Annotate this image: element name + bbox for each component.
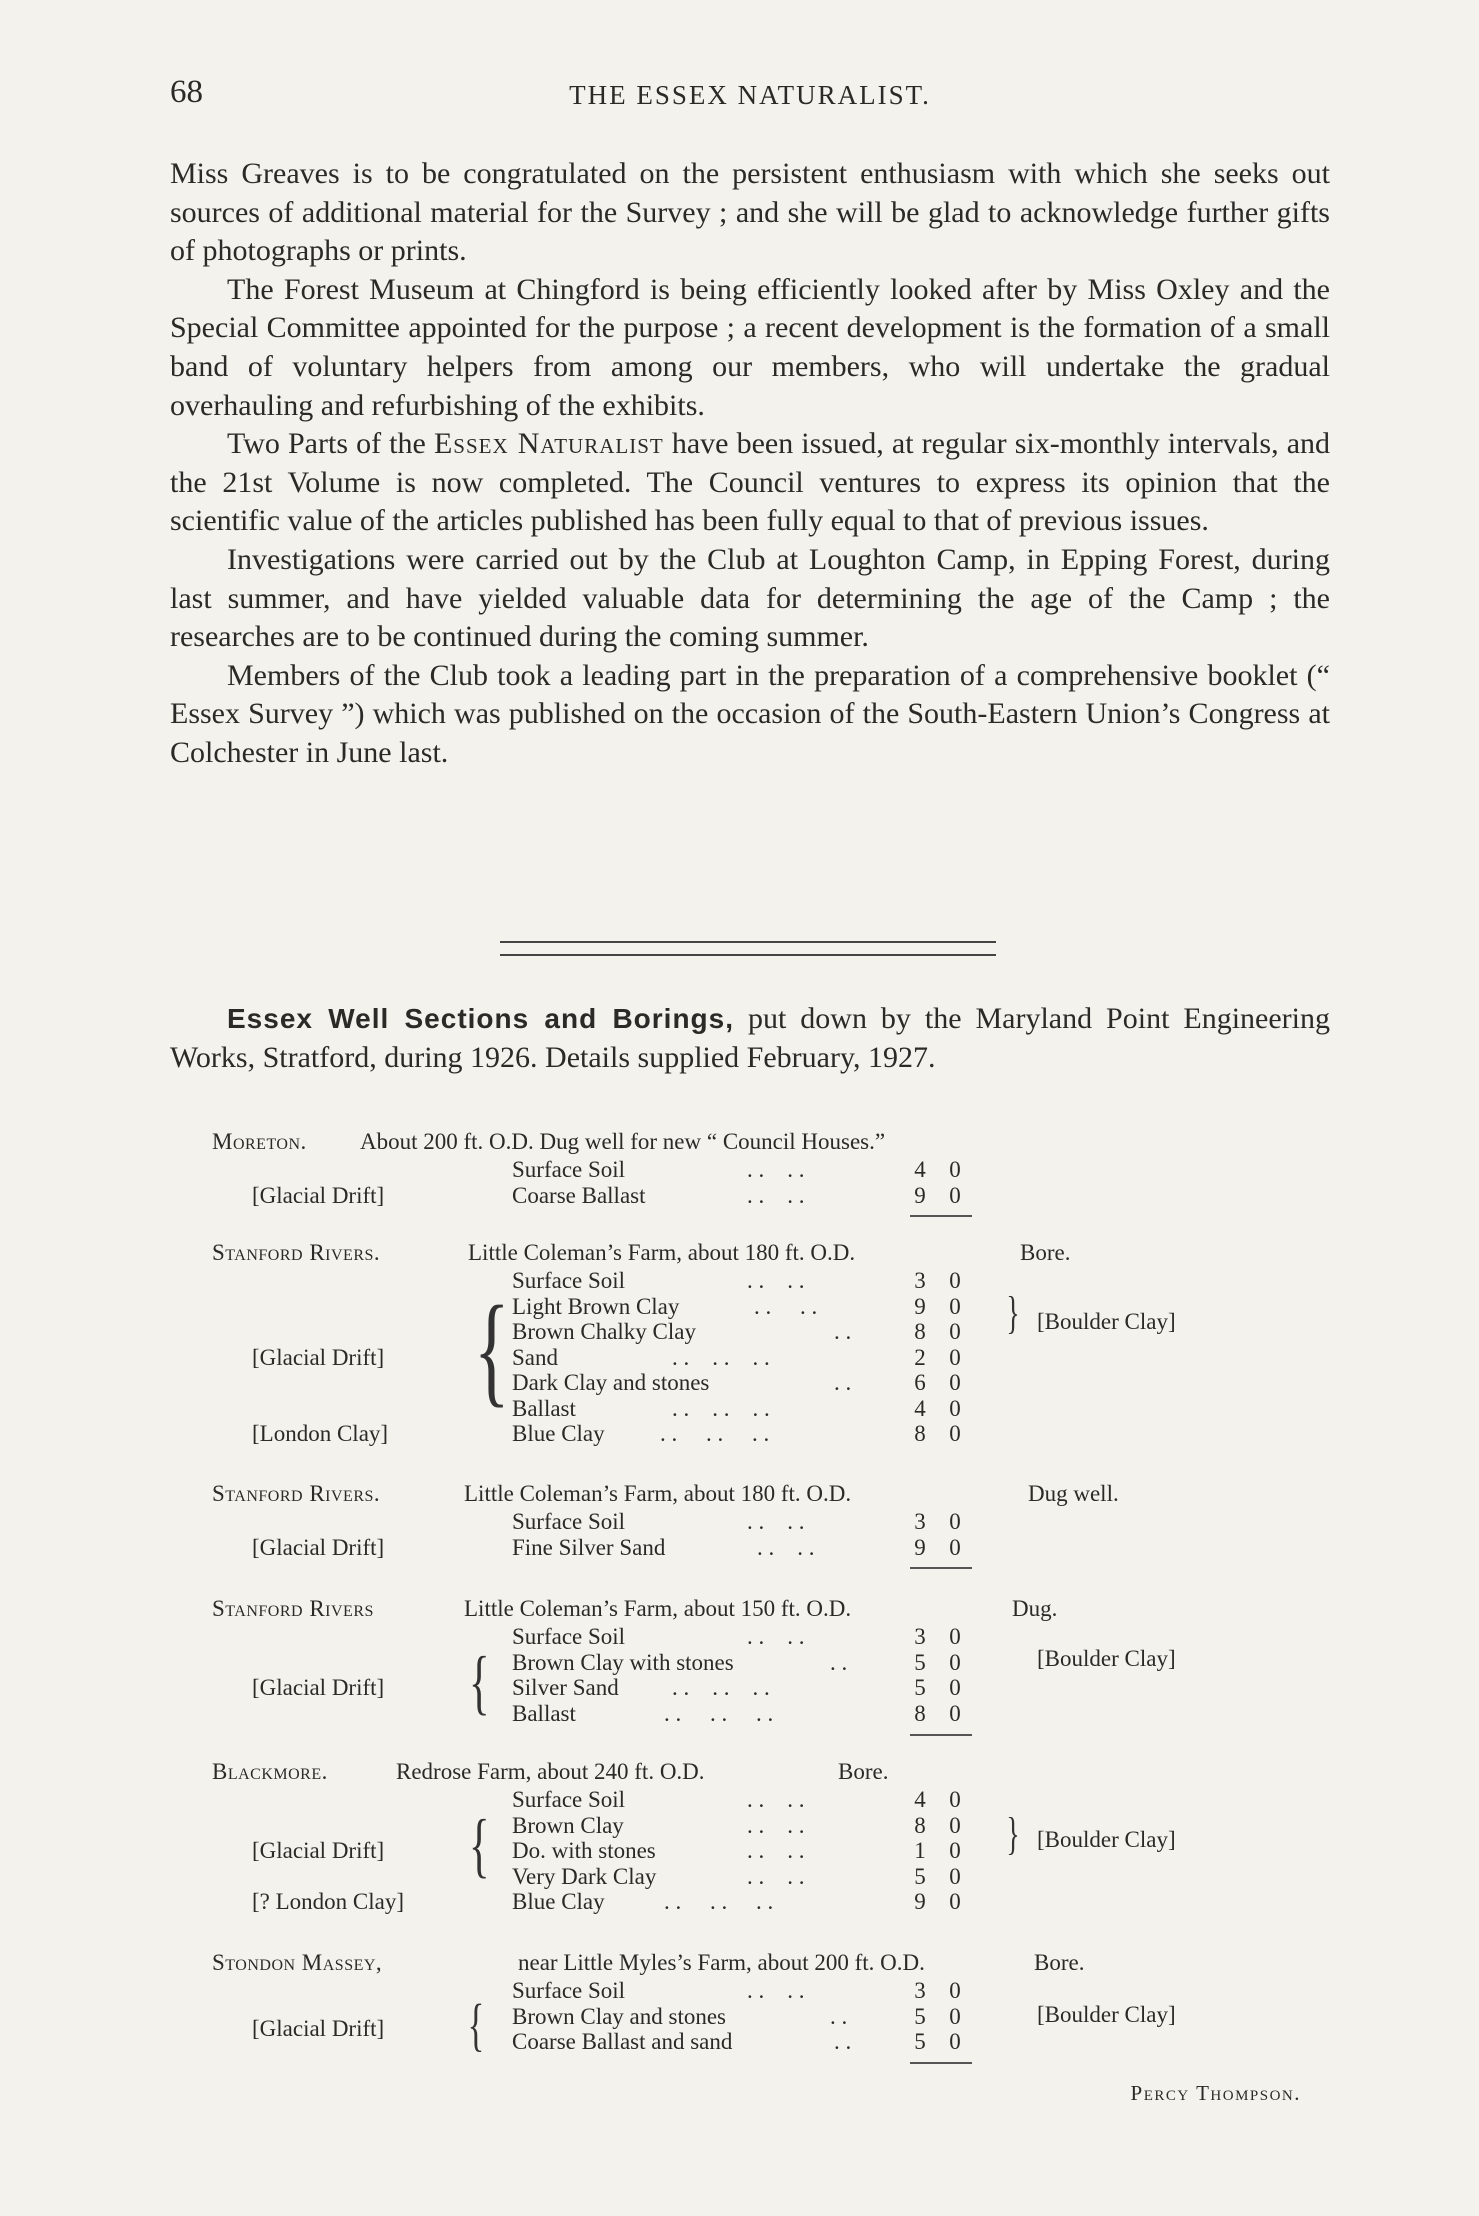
boring-location: Stondon Massey, xyxy=(212,1950,383,1975)
total-rule xyxy=(910,1215,972,1217)
stratum-feet: 2 xyxy=(914,1344,926,1370)
stratum-row: [Glacial Drift] Silver Sand . . . . . . 5 0 xyxy=(212,1675,1282,1701)
boulder-clay-note: [Boulder Clay] xyxy=(1037,2002,1176,2027)
stratum-feet: 8 xyxy=(914,1700,926,1726)
stratum-feet: 3 xyxy=(914,1624,926,1649)
boring-type: Dug. xyxy=(1012,1596,1058,1621)
stratum-feet: 5 xyxy=(914,2029,926,2054)
stratum-row: [Glacial Drift] Fine Silver Sand . . . . 9 0 xyxy=(212,1535,1282,1561)
stratum-inches: 0 xyxy=(949,1838,961,1863)
stratum-feet: 5 xyxy=(914,2003,926,2029)
boring-blackmore xyxy=(212,1759,1282,1915)
stratum-row: [Glacial Drift] Sand . . . . . . 2 0 xyxy=(212,1345,1282,1371)
boring-location: Stanford Rivers. xyxy=(212,1481,381,1506)
stratum-inches: 0 xyxy=(949,1675,961,1700)
stratum-name: Silver Sand xyxy=(512,1675,619,1700)
boring-description: About 200 ft. O.D. Dug well for new “ Council Houses.” xyxy=(360,1129,886,1154)
total-rule xyxy=(910,2062,972,2064)
formation-label: [Glacial Drift] xyxy=(252,1675,385,1700)
boring-location: Stanford Rivers. xyxy=(212,1240,381,1265)
boring-heading xyxy=(212,1950,1282,1978)
stratum-inches: 0 xyxy=(949,1863,961,1889)
boring-type: Bore. xyxy=(1034,1950,1085,1975)
stratum-row: [Glacial Drift] Brown Clay and stones . . 5 0 xyxy=(212,2004,1282,2030)
stratum-inches: 0 xyxy=(949,1978,961,2003)
author-signature: Percy Thompson. xyxy=(1130,2081,1301,2105)
boring-heading xyxy=(212,1481,1282,1509)
section-heading: Essex Well Sections and Borings, xyxy=(227,1003,735,1034)
boulder-clay-note: [Boulder Clay] xyxy=(1037,1646,1176,1671)
stratum-inches: 0 xyxy=(949,1812,961,1838)
stratum-inches: 0 xyxy=(949,1509,961,1534)
stratum-row: [? London Clay] Blue Clay . . . . . . 9 0 xyxy=(212,1889,1282,1915)
stratum-inches: 0 xyxy=(949,2029,961,2054)
left-brace: { xyxy=(468,1642,490,1722)
boring-heading xyxy=(212,1596,1282,1624)
stratum-name: Coarse Ballast xyxy=(512,1182,646,1208)
boring-type: Dug well. xyxy=(1028,1481,1119,1506)
paragraph-essex-survey: Members of the Club took a leading part in the preparation of a comprehensive booklet (“ Essex Survey ”) which was published on the occasion of the South-Eastern Union’s Congress at Colchester in June last. xyxy=(170,658,1330,769)
stratum-inches: 0 xyxy=(949,1534,961,1560)
stratum-name: Dark Clay and stones xyxy=(512,1370,710,1395)
stratum-row: Surface Soil . . . . 3 0 xyxy=(212,1509,1282,1535)
left-brace: { xyxy=(467,1992,485,2057)
stratum-feet: 1 xyxy=(914,1838,926,1863)
stratum-inches: 0 xyxy=(949,1787,961,1812)
boring-heading xyxy=(212,1240,1282,1268)
stratum-name: Surface Soil xyxy=(512,1978,626,2003)
stratum-inches: 0 xyxy=(949,1421,961,1446)
boring-description: Redrose Farm, about 240 ft. O.D. xyxy=(396,1759,705,1784)
stratum-row: [Glacial Drift] Do. with stones . . . . 1 0 xyxy=(212,1838,1282,1864)
paragraph-loughton-camp: Investigations were carried out by the Club at Loughton Camp, in Epping Forest, during last summer, and have yielded valuable data for determining the age of the Camp ; the researches are to be continued during the coming summer. xyxy=(170,542,1330,654)
paragraph-text: Two Parts of the xyxy=(227,427,426,461)
stratum-feet: 5 xyxy=(914,1675,926,1700)
stratum-row: Coarse Ballast and sand . . 5 0 xyxy=(212,2029,1282,2055)
paragraph-forest-museum: The Forest Museum at Chingford is being efficiently looked after by Miss Oxley and the Special Committee appointed for the purpose ; a recent development is the formation of a small band of voluntary helpers from among our members, who will undertake the gradual overhauling and refurbishing of the exhibits. xyxy=(170,272,1330,422)
right-brace: } xyxy=(1006,1287,1020,1338)
stratum-feet: 3 xyxy=(914,1978,926,2003)
stratum-name: Brown Clay and stones xyxy=(512,2003,727,2029)
boulder-clay-note: [Boulder Clay] xyxy=(1037,1309,1176,1334)
stratum-row: Ballast . . . . . . 8 0 xyxy=(212,1701,1282,1727)
stratum-name: Do. with stones xyxy=(512,1838,656,1863)
stratum-name: Blue Clay xyxy=(512,1889,605,1914)
stratum-feet: 9 xyxy=(914,1293,926,1319)
boring-stanford-rivers-dug-well xyxy=(212,1481,1282,1560)
body-text xyxy=(170,155,1330,773)
paragraph-text: have been issued, at regular six-monthly intervals, and the 21st Volume is now completed. The Council ventures to express its opinion that the scientific value of the articles published has been fully equal to that of previous issues. xyxy=(170,427,1331,538)
formation-label: [London Clay] xyxy=(252,1421,389,1446)
stratum-inches: 0 xyxy=(949,1319,961,1344)
boring-stanford-rivers-dug xyxy=(212,1596,1282,1726)
stratum-inches: 0 xyxy=(949,1157,961,1182)
stratum-name: Coarse Ballast and sand xyxy=(512,2029,733,2054)
stratum-name: Fine Silver Sand xyxy=(512,1534,666,1560)
stratum-feet: 4 xyxy=(914,1157,926,1182)
sections-intro-paragraph xyxy=(170,999,1330,1077)
stratum-name: Surface Soil xyxy=(512,1509,626,1534)
stratum-row: [Glacial Drift] Coarse Ballast . . . . 9 0 xyxy=(212,1183,1282,1209)
formation-label: [Glacial Drift] xyxy=(252,1182,385,1208)
stratum-name: Brown Chalky Clay xyxy=(512,1319,696,1344)
stratum-row: Brown Chalky Clay . . 8 0 xyxy=(212,1319,1282,1345)
boulder-clay-note: [Boulder Clay] xyxy=(1037,1827,1176,1852)
stratum-name: Surface Soil xyxy=(512,1157,626,1182)
stratum-row: Brown Clay with stones . . 5 0 xyxy=(212,1650,1282,1676)
stratum-row: Surface Soil . . . . 3 0 xyxy=(212,1978,1282,2004)
running-title: THE ESSEX NATURALIST. xyxy=(569,80,931,110)
boring-type: Bore. xyxy=(1020,1240,1071,1265)
stratum-name: Very Dark Clay xyxy=(512,1863,657,1889)
stratum-feet: 4 xyxy=(914,1395,926,1421)
stratum-inches: 0 xyxy=(949,2003,961,2029)
stratum-row: Dark Clay and stones . . 6 0 xyxy=(212,1370,1282,1396)
boring-type: Bore. xyxy=(838,1759,889,1784)
stratum-feet: 6 xyxy=(914,1370,926,1395)
left-brace: { xyxy=(473,1281,510,1418)
right-brace: } xyxy=(1006,1808,1020,1859)
stratum-row: Very Dark Clay . . . . 5 0 xyxy=(212,1864,1282,1890)
stratum-inches: 0 xyxy=(949,1649,961,1675)
boring-description: near Little Myles’s Farm, about 200 ft. O.D. xyxy=(518,1950,925,1975)
stratum-feet: 9 xyxy=(914,1182,926,1208)
formation-label: [Glacial Drift] xyxy=(252,1838,385,1863)
stratum-feet: 5 xyxy=(914,1863,926,1889)
stratum-name: Ballast xyxy=(512,1395,576,1421)
stratum-name: Sand xyxy=(512,1344,558,1370)
formation-label: [Glacial Drift] xyxy=(252,2015,385,2041)
boring-description: Little Coleman’s Farm, about 150 ft. O.D. xyxy=(464,1596,852,1621)
stratum-name: Surface Soil xyxy=(512,1268,626,1293)
stratum-inches: 0 xyxy=(949,1293,961,1319)
stratum-inches: 0 xyxy=(949,1395,961,1421)
section-divider xyxy=(500,941,996,956)
stratum-inches: 0 xyxy=(949,1624,961,1649)
stratum-feet: 8 xyxy=(914,1421,926,1446)
boring-location: Stanford Rivers xyxy=(212,1596,374,1621)
stratum-feet: 8 xyxy=(914,1319,926,1344)
total-rule xyxy=(910,1734,972,1736)
stratum-row: Surface Soil . . . . 4 0 xyxy=(212,1157,1282,1183)
stratum-name: Brown Clay with stones xyxy=(512,1649,734,1675)
stratum-inches: 0 xyxy=(949,1268,961,1293)
paragraph-survey: Miss Greaves is to be congratulated on the persistent enthusiasm with which she seeks out sources of additional material for the Survey ; and she will be glad to acknowledge further gifts of photographs or prints. xyxy=(170,157,1330,268)
boring-stanford-rivers-bore xyxy=(212,1240,1282,1447)
boring-location: Moreton. xyxy=(212,1129,307,1154)
stratum-feet: 4 xyxy=(914,1787,926,1812)
stratum-row: Surface Soil . . . . 3 0 xyxy=(212,1268,1282,1294)
formation-label: [? London Clay] xyxy=(252,1889,405,1914)
stratum-feet: 3 xyxy=(914,1509,926,1534)
stratum-row: [London Clay] Blue Clay . . . . . . 8 0 xyxy=(212,1421,1282,1447)
stratum-inches: 0 xyxy=(949,1182,961,1208)
stratum-inches: 0 xyxy=(949,1370,961,1395)
boring-location: Blackmore. xyxy=(212,1759,328,1784)
stratum-row: Brown Clay . . . . 8 0 xyxy=(212,1813,1282,1839)
stratum-feet: 9 xyxy=(914,1889,926,1914)
stratum-name: Brown Clay xyxy=(512,1812,624,1838)
paragraph-essex-naturalist xyxy=(170,425,1330,541)
stratum-name: Blue Clay xyxy=(512,1421,605,1446)
boring-description: Little Coleman’s Farm, about 180 ft. O.D. xyxy=(468,1240,856,1265)
stratum-inches: 0 xyxy=(949,1344,961,1370)
stratum-name: Surface Soil xyxy=(512,1787,626,1812)
boring-heading xyxy=(212,1129,1282,1157)
stratum-name: Light Brown Clay xyxy=(512,1293,680,1319)
stratum-row: Surface Soil . . . . 4 0 xyxy=(212,1787,1282,1813)
stratum-name: Ballast xyxy=(512,1700,576,1726)
formation-label: [Glacial Drift] xyxy=(252,1534,385,1560)
stratum-feet: 9 xyxy=(914,1534,926,1560)
well-sections-intro xyxy=(170,999,1330,1077)
page-header xyxy=(170,74,1330,124)
left-brace: { xyxy=(468,1805,490,1885)
formation-label: [Glacial Drift] xyxy=(252,1344,385,1370)
page-number: 68 xyxy=(170,74,203,110)
stratum-feet: 3 xyxy=(914,1268,926,1293)
journal-title: Essex Naturalist xyxy=(433,427,664,461)
stratum-feet: 8 xyxy=(914,1812,926,1838)
boring-moreton xyxy=(212,1129,1282,1208)
stratum-row: Surface Soil . . . . 3 0 xyxy=(212,1624,1282,1650)
stratum-row: Ballast . . . . . . 4 0 xyxy=(212,1396,1282,1422)
boring-heading xyxy=(212,1759,1282,1787)
stratum-inches: 0 xyxy=(949,1700,961,1726)
stratum-inches: 0 xyxy=(949,1889,961,1914)
total-rule xyxy=(910,1567,972,1569)
sections-intro-text: put down by the Maryland Point Engineering Works, Stratford, during 1926. Details supplied February, 1927. xyxy=(170,1002,1330,1074)
stratum-row: Light Brown Clay . . . . 9 0 xyxy=(212,1294,1282,1320)
stratum-name: Surface Soil xyxy=(512,1624,626,1649)
stratum-feet: 5 xyxy=(914,1649,926,1675)
boring-description: Little Coleman’s Farm, about 180 ft. O.D. xyxy=(464,1481,852,1506)
boring-stondon-massey xyxy=(212,1950,1282,2055)
